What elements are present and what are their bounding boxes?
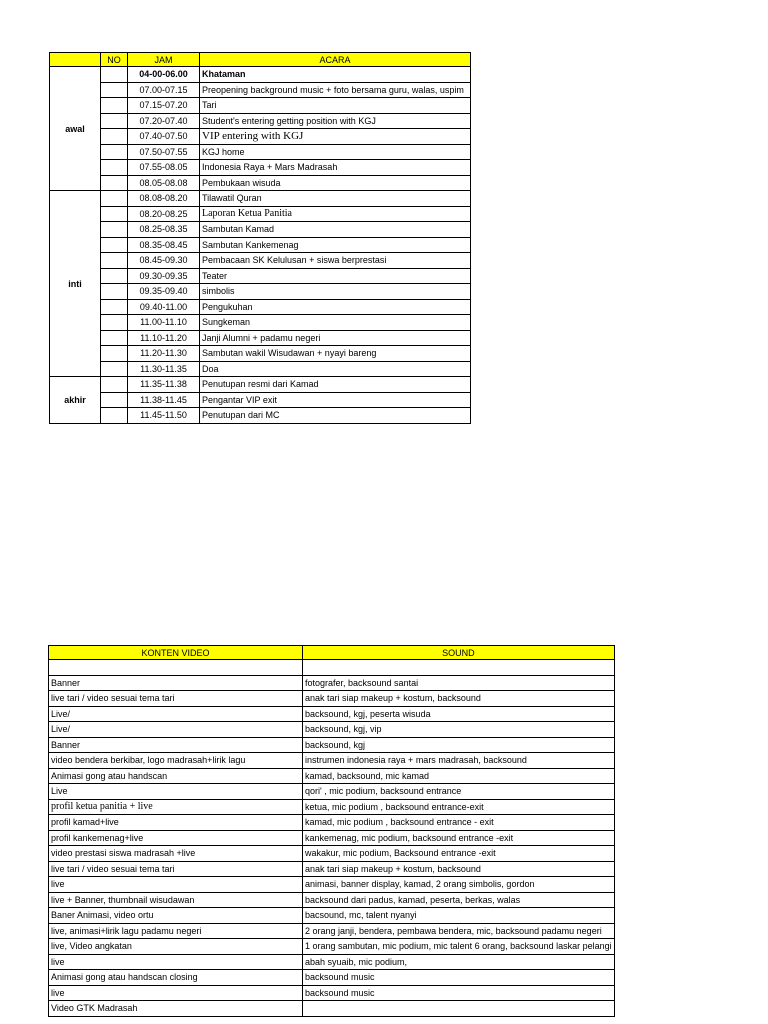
row-jam: 09.40-11.00 — [128, 299, 200, 315]
sound-cell: animasi, banner display, kamad, 2 orang simbolis, gordon — [303, 877, 615, 893]
konten-cell: Live — [49, 784, 303, 800]
row-jam: 07.15-07.20 — [128, 98, 200, 114]
row-jam: 08.45-09.30 — [128, 253, 200, 269]
row-jam: 07.20-07.40 — [128, 113, 200, 129]
sound-cell: backsound, kgj — [303, 737, 615, 753]
row-jam: 11.20-11.30 — [128, 346, 200, 362]
row-jam: 07.50-07.55 — [128, 144, 200, 160]
schedule-row — [50, 330, 471, 346]
row-jam: 11.30-11.35 — [128, 361, 200, 377]
row-no — [101, 160, 128, 176]
schedule-row — [50, 67, 471, 83]
schedule-row — [50, 408, 471, 424]
row-acara: Laporan Ketua Panitia — [200, 206, 471, 222]
konten-cell: Banner — [49, 737, 303, 753]
konten-cell: Live/ — [49, 722, 303, 738]
row-jam: 11.35-11.38 — [128, 377, 200, 393]
media-row — [49, 892, 615, 908]
schedule-row — [50, 392, 471, 408]
media-row — [49, 722, 615, 738]
media-row — [49, 660, 615, 676]
schedule-row — [50, 377, 471, 393]
section-label: awal — [50, 67, 101, 191]
row-no — [101, 392, 128, 408]
konten-cell: video prestasi siswa madrasah +live — [49, 846, 303, 862]
row-jam: 08.08-08.20 — [128, 191, 200, 207]
konten-cell: live — [49, 877, 303, 893]
konten-cell: profil kankemenag+live — [49, 830, 303, 846]
row-no — [101, 82, 128, 98]
row-acara: Teater — [200, 268, 471, 284]
sound-cell: kamad, backsound, mic kamad — [303, 768, 615, 784]
row-acara: Khataman — [200, 67, 471, 83]
row-acara: simbolis — [200, 284, 471, 300]
konten-cell: Animasi gong atau handscan closing — [49, 970, 303, 986]
sound-cell — [303, 660, 615, 676]
konten-cell: profil kamad+live — [49, 815, 303, 831]
row-jam: 07.40-07.50 — [128, 129, 200, 145]
sound-cell: bacsound, mc, talent nyanyi — [303, 908, 615, 924]
row-no — [101, 330, 128, 346]
konten-cell: live, animasi+lirik lagu padamu negeri — [49, 923, 303, 939]
row-no — [101, 191, 128, 207]
row-jam: 11.38-11.45 — [128, 392, 200, 408]
schedule-row — [50, 160, 471, 176]
row-acara: Student's entering getting position with KGJ — [200, 113, 471, 129]
schedule-row — [50, 222, 471, 238]
sound-cell: anak tari siap makeup + kostum, backsound — [303, 861, 615, 877]
schedule-row — [50, 315, 471, 331]
row-no — [101, 144, 128, 160]
sound-cell: kamad, mic podium , backsound entrance - exit — [303, 815, 615, 831]
media-row — [49, 877, 615, 893]
media-row — [49, 815, 615, 831]
row-jam: 08.35-08.45 — [128, 237, 200, 253]
schedule-row — [50, 346, 471, 362]
row-acara: Pengukuhan — [200, 299, 471, 315]
media-row — [49, 768, 615, 784]
sound-cell: fotografer, backsound santai — [303, 675, 615, 691]
header-konten-video: KONTEN VIDEO — [49, 646, 303, 660]
row-jam: 08.05-08.08 — [128, 175, 200, 191]
schedule-row — [50, 113, 471, 129]
konten-cell: live + Banner, thumbnail wisudawan — [49, 892, 303, 908]
konten-cell: live tari / video sesuai tema tari — [49, 861, 303, 877]
konten-cell: Live/ — [49, 706, 303, 722]
konten-cell: live — [49, 954, 303, 970]
row-no — [101, 377, 128, 393]
row-jam: 11.00-11.10 — [128, 315, 200, 331]
schedule-row — [50, 361, 471, 377]
media-row — [49, 908, 615, 924]
media-row — [49, 830, 615, 846]
media-row — [49, 861, 615, 877]
row-no — [101, 67, 128, 83]
header-group — [50, 53, 101, 67]
section-label: inti — [50, 191, 101, 377]
sound-cell: backsound music — [303, 970, 615, 986]
row-acara: Sambutan Kankemenag — [200, 237, 471, 253]
row-no — [101, 346, 128, 362]
row-no — [101, 361, 128, 377]
sound-cell: backsound music — [303, 985, 615, 1001]
row-jam: 09.30-09.35 — [128, 268, 200, 284]
sound-cell: wakakur, mic podium, Backsound entrance -exit — [303, 846, 615, 862]
konten-cell: Animasi gong atau handscan — [49, 768, 303, 784]
row-no — [101, 299, 128, 315]
row-acara: Tari — [200, 98, 471, 114]
media-row — [49, 923, 615, 939]
row-acara: Pembacaan SK Kelulusan + siswa berprestasi — [200, 253, 471, 269]
row-acara: Sambutan Kamad — [200, 222, 471, 238]
row-jam: 04-00-06.00 — [128, 67, 200, 83]
media-row — [49, 1001, 615, 1017]
row-acara: Sungkeman — [200, 315, 471, 331]
row-no — [101, 408, 128, 424]
schedule-table-body — [50, 53, 471, 424]
header-acara: ACARA — [200, 53, 471, 67]
schedule-row — [50, 206, 471, 222]
media-row — [49, 970, 615, 986]
konten-cell: Banner — [49, 675, 303, 691]
row-jam: 07.00-07.15 — [128, 82, 200, 98]
schedule-row — [50, 299, 471, 315]
schedule-row — [50, 191, 471, 207]
media-row — [49, 753, 615, 769]
konten-cell: Video GTK Madrasah — [49, 1001, 303, 1017]
row-no — [101, 113, 128, 129]
row-no — [101, 129, 128, 145]
sound-cell: abah syuaib, mic podium, — [303, 954, 615, 970]
media-row — [49, 954, 615, 970]
media-header-row — [49, 646, 615, 660]
media-row — [49, 939, 615, 955]
media-row — [49, 784, 615, 800]
row-no — [101, 284, 128, 300]
row-acara: Doa — [200, 361, 471, 377]
sound-cell: backsound dari padus, kamad, peserta, berkas, walas — [303, 892, 615, 908]
header-sound: SOUND — [303, 646, 615, 660]
sound-cell: anak tari siap makeup + kostum, backsound — [303, 691, 615, 707]
media-row — [49, 799, 615, 815]
schedule-row — [50, 144, 471, 160]
media-row — [49, 985, 615, 1001]
row-no — [101, 206, 128, 222]
konten-cell: live — [49, 985, 303, 1001]
schedule-row — [50, 98, 471, 114]
schedule-row — [50, 237, 471, 253]
row-jam: 11.10-11.20 — [128, 330, 200, 346]
media-row — [49, 737, 615, 753]
schedule-header-row — [50, 53, 471, 67]
konten-cell: video bendera berkibar, logo madrasah+lirik lagu — [49, 753, 303, 769]
media-row — [49, 691, 615, 707]
konten-cell: live tari / video sesuai tema tari — [49, 691, 303, 707]
konten-cell: live, Video angkatan — [49, 939, 303, 955]
schedule-row — [50, 129, 471, 145]
konten-cell: Baner Animasi, video ortu — [49, 908, 303, 924]
konten-cell: profil ketua panitia + live — [49, 799, 303, 815]
row-acara: Sambutan wakil Wisudawan + nyayi bareng — [200, 346, 471, 362]
row-acara: KGJ home — [200, 144, 471, 160]
row-no — [101, 315, 128, 331]
row-acara: Penutupan dari MC — [200, 408, 471, 424]
row-jam: 08.20-08.25 — [128, 206, 200, 222]
header-jam: JAM — [128, 53, 200, 67]
sound-cell: kankemenag, mic podium, backsound entrance -exit — [303, 830, 615, 846]
media-row — [49, 846, 615, 862]
sound-cell: 1 orang sambutan, mic podium, mic talent 6 orang, backsound laskar pelangi — [303, 939, 615, 955]
row-acara: Indonesia Raya + Mars Madrasah — [200, 160, 471, 176]
header-no: NO — [101, 53, 128, 67]
sound-cell: qori' , mic podium, backsound entrance — [303, 784, 615, 800]
row-acara: Pembukaan wisuda — [200, 175, 471, 191]
row-no — [101, 222, 128, 238]
media-row — [49, 706, 615, 722]
row-jam: 09.35-09.40 — [128, 284, 200, 300]
sound-cell: backsound, kgj, vip — [303, 722, 615, 738]
row-jam: 07.55-08.05 — [128, 160, 200, 176]
row-no — [101, 237, 128, 253]
sound-cell: 2 orang janji, bendera, pembawa bendera, mic, backsound padamu negeri — [303, 923, 615, 939]
schedule-row — [50, 82, 471, 98]
schedule-row — [50, 268, 471, 284]
row-no — [101, 175, 128, 191]
schedule-table — [49, 52, 471, 424]
row-no — [101, 98, 128, 114]
media-table-body — [49, 646, 615, 1017]
row-jam: 08.25-08.35 — [128, 222, 200, 238]
section-label: akhir — [50, 377, 101, 424]
konten-cell — [49, 660, 303, 676]
sound-cell: backsound, kgj, peserta wisuda — [303, 706, 615, 722]
sound-cell: ketua, mic podium , backsound entrance-exit — [303, 799, 615, 815]
sound-cell: instrumen indonesia raya + mars madrasah, backsound — [303, 753, 615, 769]
schedule-row — [50, 175, 471, 191]
row-acara: Janji Alumni + padamu negeri — [200, 330, 471, 346]
row-acara: Preopening background music + foto bersama guru, walas, uspim — [200, 82, 471, 98]
row-no — [101, 253, 128, 269]
row-acara: Pengantar VIP exit — [200, 392, 471, 408]
row-acara: VIP entering with KGJ — [200, 129, 471, 145]
row-acara: Penutupan resmi dari Kamad — [200, 377, 471, 393]
media-table — [48, 645, 615, 1017]
row-jam: 11.45-11.50 — [128, 408, 200, 424]
row-acara: Tilawatil Quran — [200, 191, 471, 207]
schedule-row — [50, 253, 471, 269]
media-row — [49, 675, 615, 691]
sound-cell — [303, 1001, 615, 1017]
row-no — [101, 268, 128, 284]
schedule-row — [50, 284, 471, 300]
